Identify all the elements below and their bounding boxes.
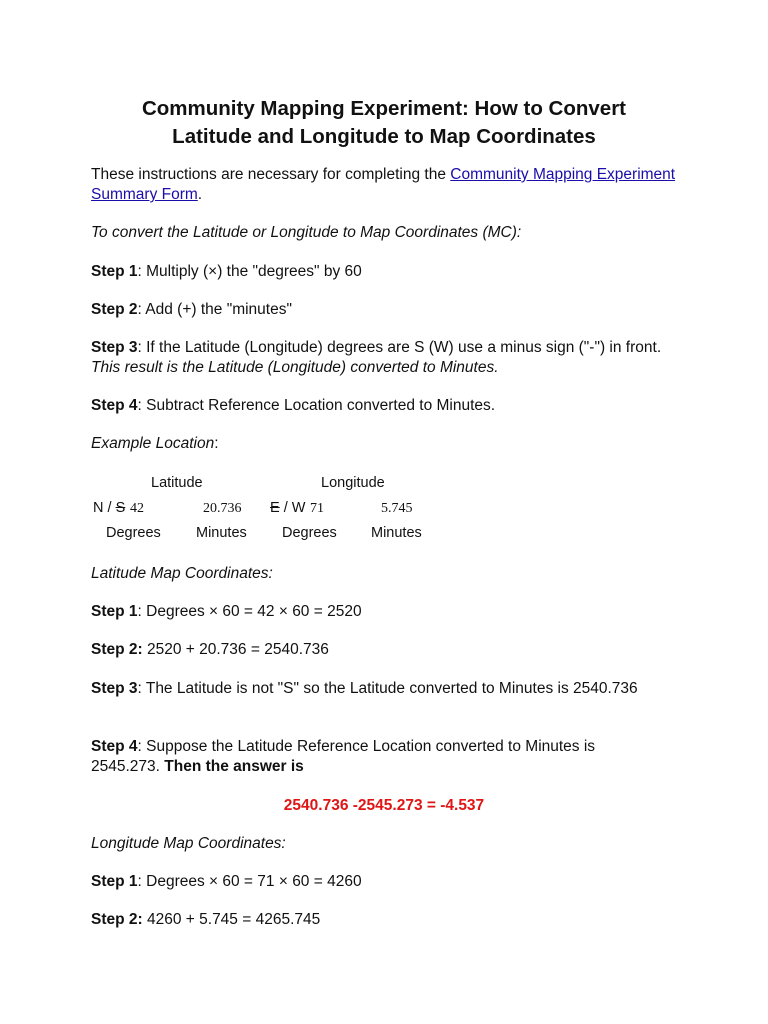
step-2: [91, 300, 691, 320]
intro-paragraph: [91, 165, 691, 205]
title-line-1: Community Mapping Experiment: How to Convert: [141, 97, 627, 120]
step-label: Step 1: [91, 263, 138, 280]
lat-degrees-value: 42: [130, 501, 144, 516]
unit-label: Degrees: [282, 525, 337, 541]
summary-form-link[interactable]: Community Mapping Experiment Summary Form: [91, 166, 676, 203]
step-label: Step 1: [91, 603, 138, 620]
step-text: : Suppose the Latitude Reference Location converted to Minutes is 2545.273.: [91, 738, 596, 775]
example-heading: [91, 434, 691, 454]
intro-end: .: [197, 186, 203, 203]
step-italic-note: This result is the Latitude (Longitude) converted to Minutes.: [91, 359, 499, 376]
step-label: Step 4: [91, 738, 138, 755]
step-text: 2520 + 20.736 = 2540.736: [142, 641, 329, 658]
step-1: [91, 262, 691, 282]
step-label: Step 4: [91, 397, 138, 414]
unit-label: Degrees: [106, 525, 161, 541]
ns-prefix: N /: [93, 500, 116, 516]
example-colon: :: [214, 435, 219, 452]
unit-label: Minutes: [196, 525, 247, 541]
unit-label: Minutes: [371, 525, 422, 541]
lon-minutes-value: 5.745: [381, 501, 413, 516]
step-label: Step 2: [91, 301, 138, 318]
ns-indicator: [93, 500, 125, 516]
title-line-2: Latitude and Longitude to Map Coordinates: [172, 125, 596, 148]
lat-minutes-value: 20.736: [203, 501, 242, 516]
lat-step-2: [91, 640, 691, 660]
step-text: : Degrees × 60 = 42 × 60 = 2520: [137, 603, 362, 620]
ew-indicator: [270, 500, 305, 516]
longitude-header: Longitude: [321, 475, 385, 491]
step-text: : The Latitude is not "S" so the Latitude converted to Minutes is 2540.736: [137, 680, 638, 697]
ew-struck: E: [270, 500, 280, 516]
latitude-header: Latitude: [151, 475, 203, 491]
lon-degrees-value: 71: [310, 501, 324, 516]
step-text: : Multiply (×) the "degrees" by 60: [137, 263, 362, 280]
lon-step-2: [91, 910, 691, 930]
step-label: Step 3: [91, 339, 138, 356]
example-heading-text: Example Location: [91, 435, 215, 452]
latitude-answer: 2540.736 -2545.273 = -4.537: [283, 797, 485, 814]
step-3: [91, 338, 691, 378]
convert-heading: To convert the Latitude or Longitude to Map Coordinates (MC):: [91, 224, 522, 241]
page-title: [60, 95, 708, 151]
intro-text: These instructions are necessary for completing the: [91, 166, 451, 183]
step-text: : Add (+) the "minutes": [137, 301, 292, 318]
lon-step-1: [91, 872, 691, 892]
step-text: : Degrees × 60 = 71 × 60 = 4260: [137, 873, 362, 890]
step-text: : Subtract Reference Location converted to Minutes.: [137, 397, 496, 414]
latitude-mc-heading: Latitude Map Coordinates:: [91, 565, 273, 582]
step-label: Step 3: [91, 680, 138, 697]
ns-struck: S: [115, 500, 126, 516]
step-label: Step 2:: [91, 911, 143, 928]
step-text: 4260 + 5.745 = 4265.745: [142, 911, 321, 928]
step-label: Step 2:: [91, 641, 143, 658]
lat-step-4: [91, 737, 661, 777]
lat-step-1: [91, 602, 691, 622]
step-label: Step 1: [91, 873, 138, 890]
ew-suffix: / W: [279, 500, 306, 516]
step-text: : If the Latitude (Longitude) degrees are S (W) use a minus sign ("-") in front.: [137, 339, 662, 356]
answer-lead: Then the answer is: [164, 758, 304, 775]
longitude-mc-heading: Longitude Map Coordinates:: [91, 835, 286, 852]
lat-step-3: [91, 679, 651, 699]
step-4: [91, 396, 691, 416]
